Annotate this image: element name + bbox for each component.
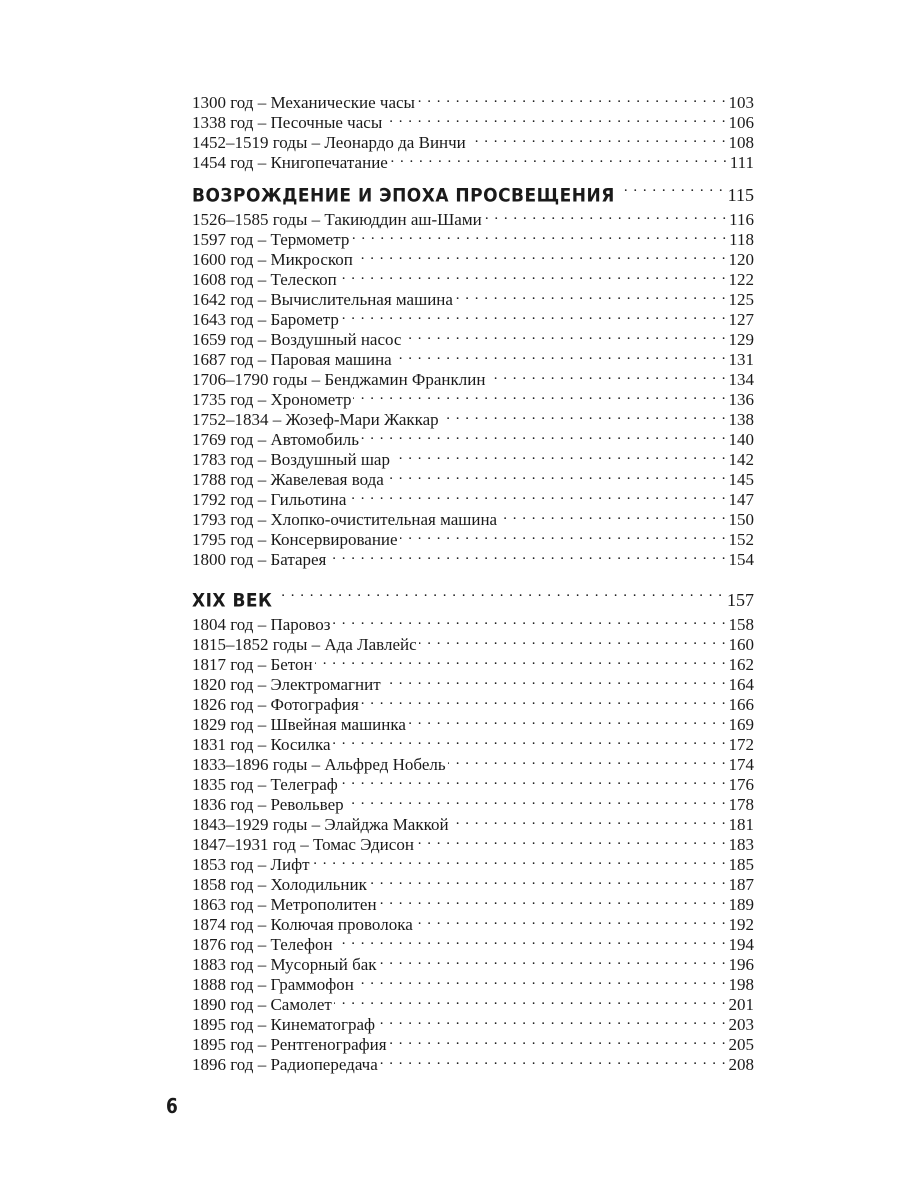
toc-entry-title: 1831 год – Косилка [192,735,331,754]
dot-leader [468,128,727,148]
page-number: 6 [166,1094,178,1118]
toc-entry-page: 160 [728,635,754,654]
toc-entry-title: 1890 год – Самолет [192,995,332,1014]
toc-entry-title: 1815–1852 годы – Ада Лавлейс [192,635,417,654]
toc-entry-page: 129 [728,330,754,349]
dot-leader [340,770,727,790]
dot-leader [419,630,727,650]
toc-entry-page: 172 [728,735,754,754]
toc-entry-page: 192 [728,915,754,934]
toc-entry-page: 150 [728,510,754,529]
dot-leader [392,445,727,465]
toc-entry-title: 1769 год – Автомобиль [192,430,359,449]
toc-entry-title: 1792 год – Гильотина [192,490,347,509]
toc-group-medieval [192,88,754,172]
toc-entry-page: 196 [728,955,754,974]
toc-group-renaissance [192,205,754,569]
toc-entry-title: 1608 год – Телескоп [192,270,337,289]
toc-entry-page: 131 [728,350,754,369]
toc-entry-page: 138 [728,410,754,429]
dot-leader [312,850,727,870]
toc-entry[interactable] [192,88,754,112]
dot-leader [416,830,727,850]
toc-entry-page: 203 [728,1015,754,1034]
toc-entry-title: 1338 год – Песочные часы [192,113,383,132]
dot-leader [394,345,727,365]
dot-leader [276,578,723,606]
toc-entry-title: 1597 год – Термометр [192,230,350,249]
toc-entry-page: 174 [728,755,754,774]
toc-entry-title: 1895 год – Кинематограф [192,1015,376,1034]
toc-entry-title: 1817 год – Бетон [192,655,313,674]
toc-entry-page: 145 [728,470,754,489]
dot-leader [487,365,726,385]
toc-entry-title: 1896 год – Радиопередача [192,1055,378,1074]
dot-leader [328,545,726,565]
dot-leader [335,930,727,950]
toc-entry-title: 1454 год – Книгопечатание [192,153,388,172]
dot-leader [415,910,727,930]
dot-leader [417,88,727,108]
toc-entry-title: 1788 год – Жавелевая вода [192,470,384,489]
dot-leader [333,730,727,750]
toc-entry-page: 181 [728,815,754,834]
table-of-contents [192,88,754,1074]
dot-leader [455,285,727,305]
dot-leader [355,245,727,265]
toc-entry-title: 1888 год – Граммофон [192,975,354,994]
toc-entry-title: 1526–1585 годы – Такиюддин аш-Шами [192,210,482,229]
dot-leader [403,325,726,345]
toc-entry-title: 1836 год – Револьвер [192,795,344,814]
dot-leader [361,690,727,710]
toc-entry-title: 1783 год – Воздушный шар [192,450,390,469]
toc-entry-page: 187 [728,875,754,894]
toc-entry-page: 205 [728,1035,754,1054]
dot-leader [369,870,727,890]
toc-entry-page: 152 [728,530,754,549]
dot-leader [377,1010,726,1030]
toc-entry-page: 185 [728,855,754,874]
toc-entry-title: 1826 год – Фотография [192,695,359,714]
toc-entry-page: 120 [728,250,754,269]
dot-leader [348,485,726,505]
section-title: ВОЗРОЖДЕНИЕ И ЭПОХА ПРОСВЕЩЕНИЯ [192,184,615,208]
toc-entry-title: 1752–1834 – Жозеф-Мари Жаккар [192,410,439,429]
dot-leader [400,525,727,545]
toc-entry-page: 194 [728,935,754,954]
dot-leader [390,148,728,168]
toc-entry-title: 1800 год – Батарея [192,550,327,569]
toc-entry-page: 125 [728,290,754,309]
toc-entry-page: 176 [728,775,754,794]
dot-leader [499,505,726,525]
dot-leader [619,173,724,201]
toc-entry[interactable] [192,610,754,634]
dot-leader [361,425,727,445]
dot-leader [441,405,727,425]
toc-entry-title: 1863 год – Метрополитен [192,895,377,914]
toc-entry-page: 189 [728,895,754,914]
toc-entry-title: 1300 год – Механические часы [192,93,415,112]
toc-entry-page: 147 [728,490,754,509]
toc-entry-title: 1706–1790 годы – Бенджамин Франклин [192,370,486,389]
dot-leader [383,670,727,690]
dot-leader [356,970,727,990]
toc-entry-page: 140 [728,430,754,449]
toc-entry-page: 142 [728,450,754,469]
dot-leader [384,108,726,128]
toc-entry-title: 1687 год – Паровая машина [192,350,392,369]
toc-entry-title: 1659 год – Воздушный насос [192,330,402,349]
toc-entry-page: 158 [728,615,754,634]
toc-entry-page: 127 [728,310,754,329]
dot-leader [379,890,727,910]
toc-entry-title: 1853 год – Лифт [192,855,310,874]
toc-entry-title: 1795 год – Консервирование [192,530,398,549]
toc-entry-page: 201 [728,995,754,1014]
dot-leader [334,990,727,1010]
dot-leader [484,205,727,225]
toc-entry-page: 162 [728,655,754,674]
section-page: 115 [727,185,754,205]
toc-entry-title: 1793 год – Хлопко-очистительная машина [192,510,498,529]
toc-entry-page: 154 [728,550,754,569]
toc-entry-page: 103 [728,93,754,112]
toc-entry-title: 1804 год – Паровоз [192,615,331,634]
toc-entry-title: 1876 год – Телефон [192,935,333,954]
dot-leader [380,1050,727,1070]
toc-entry-title: 1895 год – Рентгенография [192,1035,387,1054]
section-heading-xix[interactable] [192,578,754,613]
dot-leader [339,265,727,285]
toc-entry-title: 1847–1931 год – Томас Эдисон [192,835,414,854]
toc-entry-title: 1600 год – Микроскоп [192,250,353,269]
dot-leader [341,305,727,325]
toc-entry-title: 1843–1929 годы – Элайджа Маккой [192,815,449,834]
toc-entry-title: 1642 год – Вычислительная машина [192,290,453,309]
toc-entry-title: 1833–1896 годы – Альфред Нобель [192,755,446,774]
toc-entry-page: 118 [729,230,754,249]
section-heading-renaissance[interactable] [192,173,754,208]
dot-leader [351,225,727,245]
toc-entry-page: 134 [728,370,754,389]
toc-entry-title: 1452–1519 годы – Леонардо да Винчи [192,133,466,152]
toc-entry-page: 166 [728,695,754,714]
dot-leader [346,790,727,810]
toc-entry-title: 1858 год – Холодильник [192,875,367,894]
toc-entry-page: 116 [729,210,754,229]
toc-entry-page: 122 [728,270,754,289]
toc-entry-page: 208 [728,1055,754,1074]
dot-leader [315,650,727,670]
dot-leader [451,810,727,830]
dot-leader [332,610,726,630]
toc-entry-title: 1829 год – Швейная машинка [192,715,406,734]
toc-entry-page: 198 [728,975,754,994]
section-title: XIX ВЕК [192,589,273,613]
toc-entry-page: 169 [728,715,754,734]
toc-entry-page: 164 [728,675,754,694]
dot-leader [379,950,727,970]
toc-entry-title: 1835 год – Телеграф [192,775,338,794]
toc-entry-page: 106 [728,113,754,132]
toc-entry-title: 1820 год – Электромагнит [192,675,381,694]
toc-entry-title: 1735 год – Хронометр [192,390,352,409]
toc-entry-page: 183 [728,835,754,854]
dot-leader [408,710,727,730]
dot-leader [386,465,727,485]
toc-entry-page: 108 [728,133,754,152]
toc-entry-page: 111 [729,153,754,172]
toc-entry-title: 1883 год – Мусорный бак [192,955,377,974]
dot-leader [389,1030,727,1050]
toc-entry-title: 1643 год – Барометр [192,310,339,329]
toc-group-xix [192,610,754,1074]
dot-leader [353,385,726,405]
dot-leader [448,750,727,770]
section-page: 157 [727,590,754,610]
toc-entry-page: 178 [728,795,754,814]
toc-entry-title: 1874 год – Колючая проволока [192,915,413,934]
toc-entry-page: 136 [728,390,754,409]
